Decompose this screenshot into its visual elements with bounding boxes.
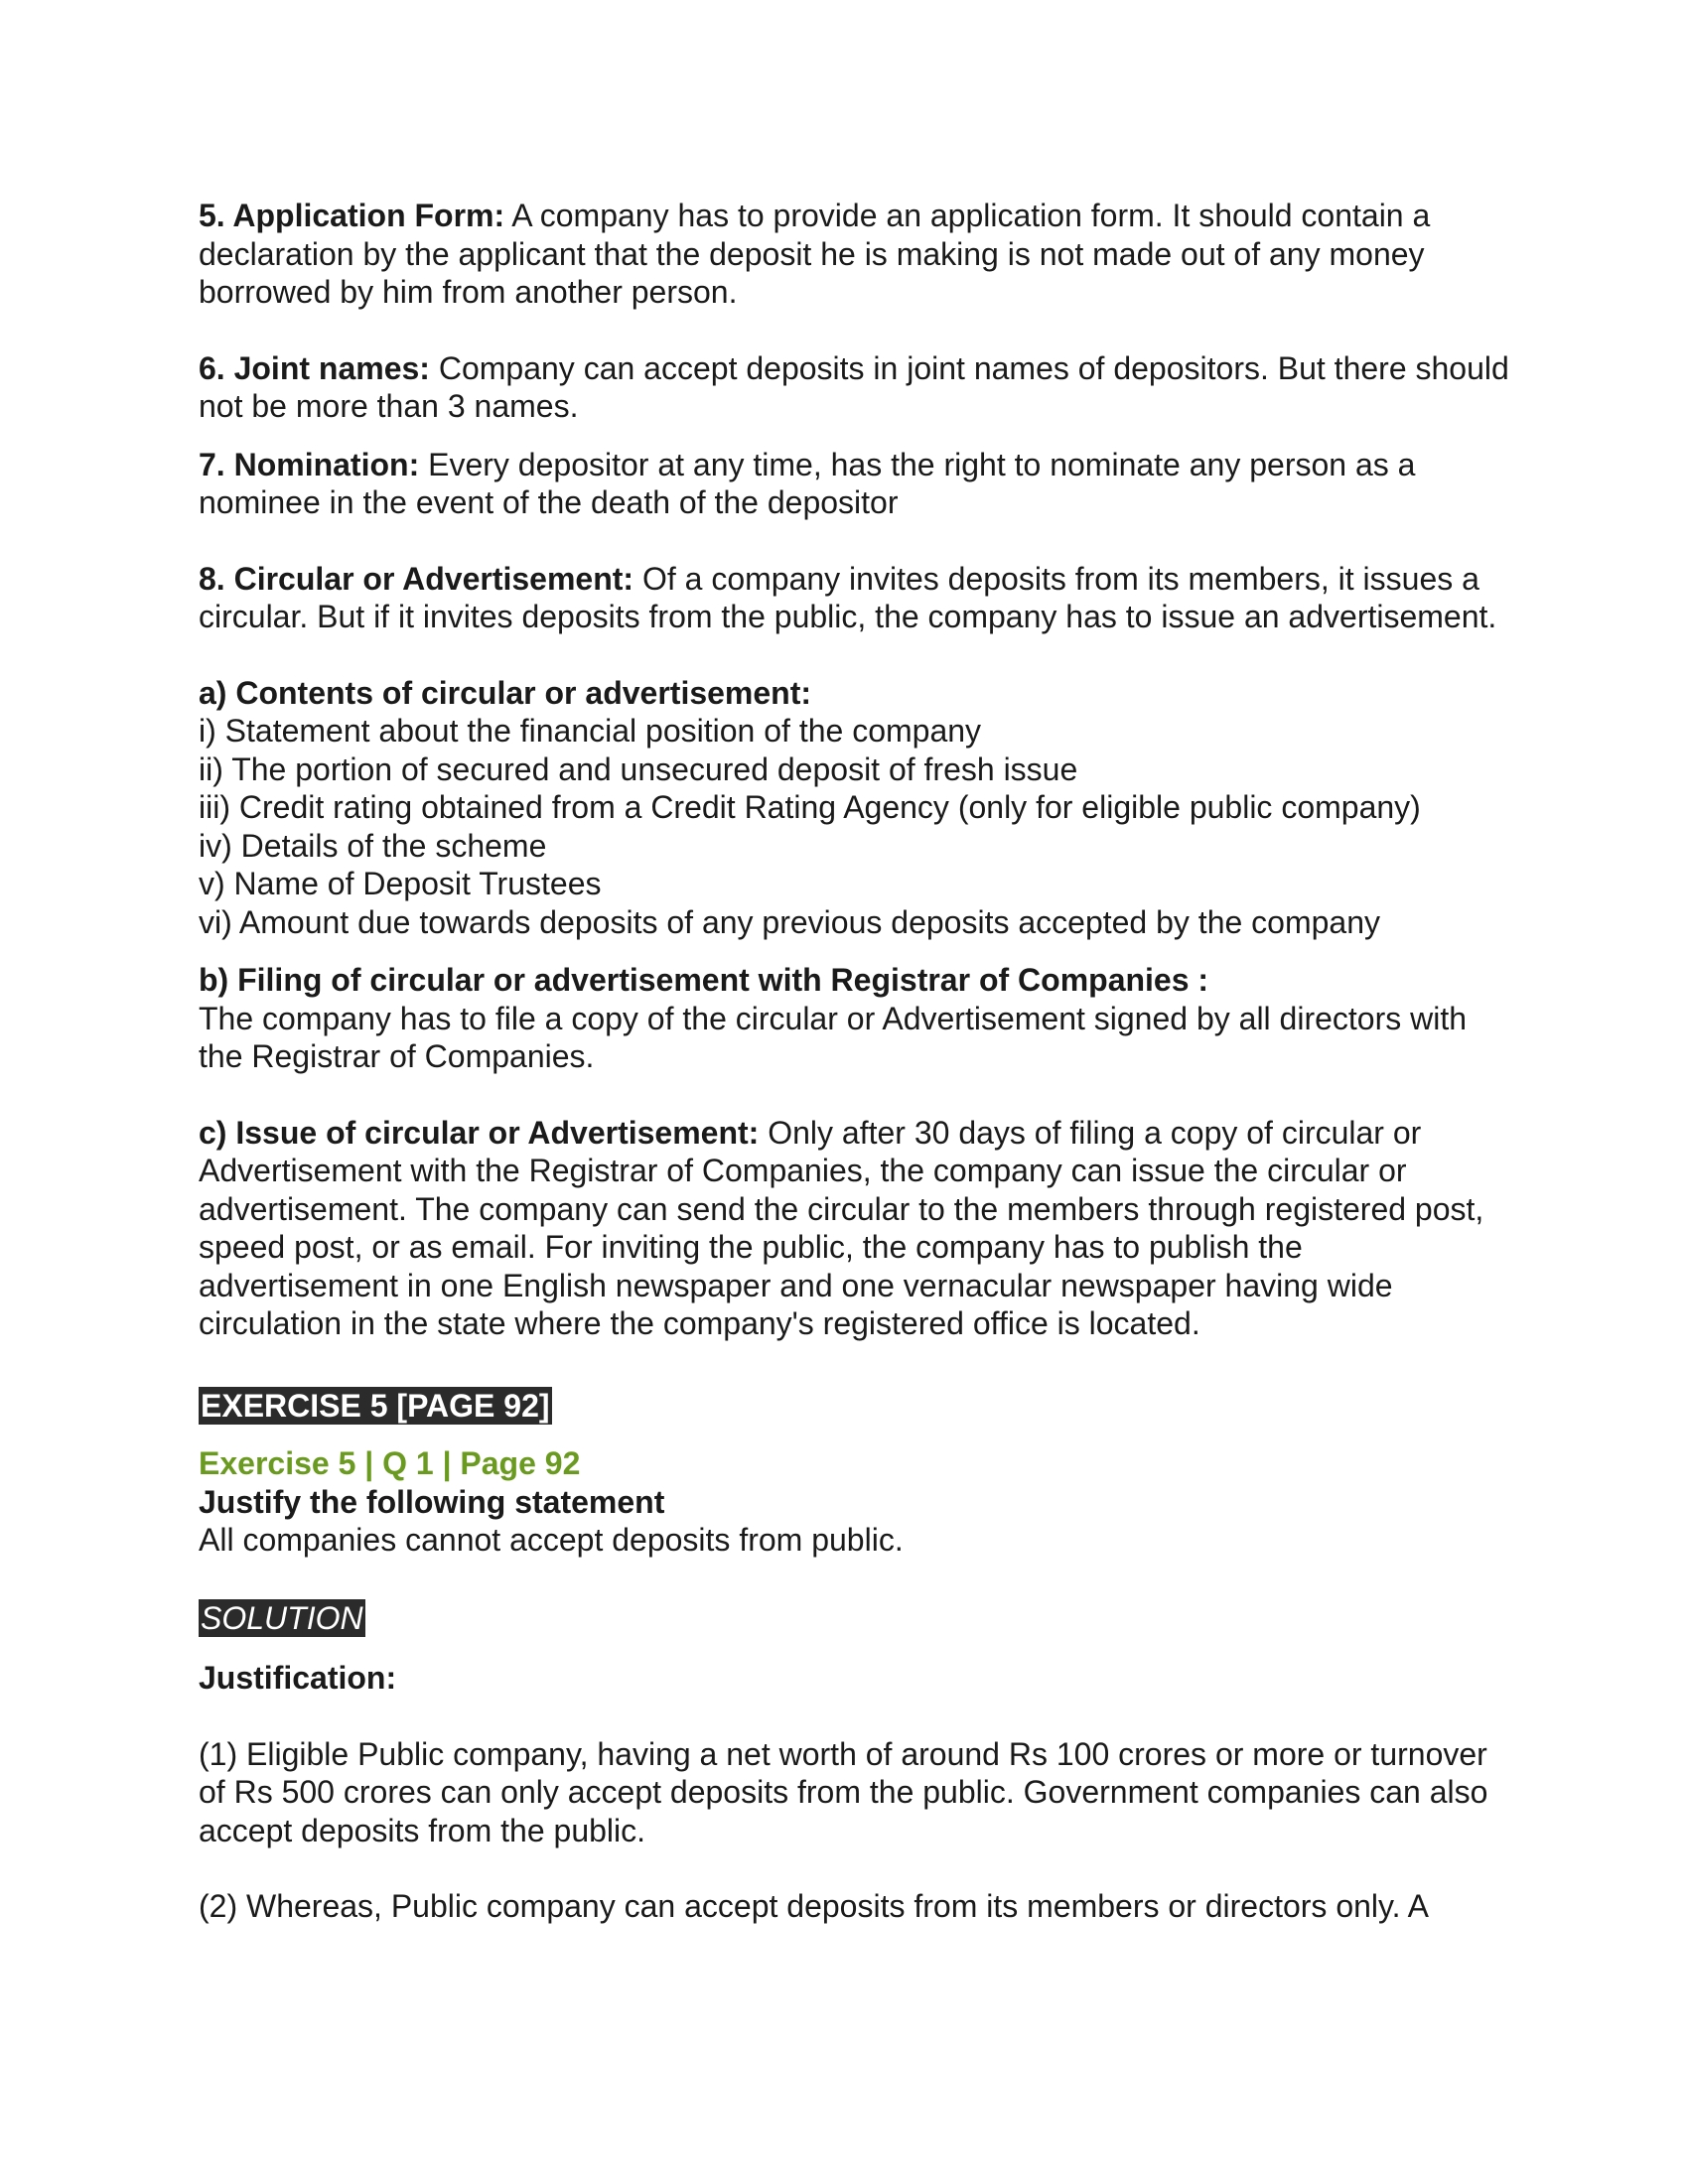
contents-heading: a) Contents of circular or advertisement: bbox=[199, 674, 812, 711]
question-text: All companies cannot accept deposits from public. bbox=[199, 1522, 904, 1558]
section-lead: 7. Nomination: bbox=[199, 446, 420, 482]
page-content bbox=[199, 197, 1509, 1926]
section-text: Of a company invites deposits from its members, it issues a circular. But if it invites deposits from the public, the company has to issue an advertisement. bbox=[199, 560, 1497, 634]
section-lead: 5. Application Form: bbox=[199, 198, 505, 233]
section-application-form bbox=[199, 197, 1509, 312]
solution-badge: SOLUTION bbox=[201, 1599, 363, 1636]
section-lead: 8. Circular or Advertisement: bbox=[199, 560, 634, 597]
section-text: A company has to provide an application form. It should contain a declaration by the applicant that the deposit he is making is not made out of any money borrowed by him from another person. bbox=[199, 198, 1431, 310]
list-item: v) Name of Deposit Trustees bbox=[199, 866, 602, 901]
section-nomination bbox=[199, 446, 1509, 522]
list-item: iv) Details of the scheme bbox=[199, 827, 547, 864]
filing-block bbox=[199, 961, 1509, 1076]
exercise-header bbox=[199, 1387, 1509, 1426]
filing-heading: b) Filing of circular or advertisement with Registrar of Companies : bbox=[199, 962, 1209, 998]
section-lead: c) Issue of circular or Advertisement: bbox=[199, 1114, 760, 1151]
list-item: iii) Credit rating obtained from a Credit Rating Agency (only for eligible public company) bbox=[199, 789, 1421, 825]
section-text: Every depositor at any time, has the right to nominate any person as a nominee in the event of the death of the depositor bbox=[199, 446, 1416, 520]
section-issue-circular bbox=[199, 1114, 1509, 1343]
section-text: Only after 30 days of filing a copy of circular or Advertisement with the Registrar of Companies, the company can issue the circular or advertisement. The company can send the circular to the members through registered post, speed post, or as email. For inviting the public, the company has to publish the advertisement in one English newspaper and one vernacular newspaper having wide circulation in the state where the company's registered office is located. bbox=[199, 1114, 1484, 1341]
exercise-badge: EXERCISE 5 [PAGE 92] bbox=[201, 1387, 550, 1424]
list-item: i) Statement about the financial position of the company bbox=[199, 713, 982, 749]
section-lead: 6. Joint names: bbox=[199, 349, 430, 386]
justification-heading: Justification: bbox=[199, 1660, 397, 1696]
question-block bbox=[199, 1444, 1509, 1560]
section-joint-names bbox=[199, 349, 1509, 426]
question-title: Justify the following statement bbox=[199, 1483, 665, 1520]
section-text: Company can accept deposits in joint names of depositors. But there should not be more than 3 names. bbox=[199, 349, 1509, 424]
solution-header bbox=[199, 1599, 1509, 1638]
filing-text: The company has to file a copy of the circular or Advertisement signed by all directors with the Registrar of Companies. bbox=[199, 1000, 1468, 1074]
question-reference-link[interactable]: Exercise 5 | Q 1 | Page 92 bbox=[199, 1445, 581, 1481]
justification-point: (2) Whereas, Public company can accept deposits from its members or directors only. A bbox=[199, 1888, 1429, 1924]
justification-point: (1) Eligible Public company, having a net worth of around Rs 100 crores or more or turnover of Rs 500 crores can only accept deposits from the public. Government companies can also accept deposits from the public. bbox=[199, 1735, 1488, 1848]
section-circular-advertisement bbox=[199, 560, 1509, 636]
contents-block bbox=[199, 674, 1509, 942]
list-item: ii) The portion of secured and unsecured deposit of fresh issue bbox=[199, 751, 1078, 787]
list-item: vi) Amount due towards deposits of any previous deposits accepted by the company bbox=[199, 903, 1381, 940]
